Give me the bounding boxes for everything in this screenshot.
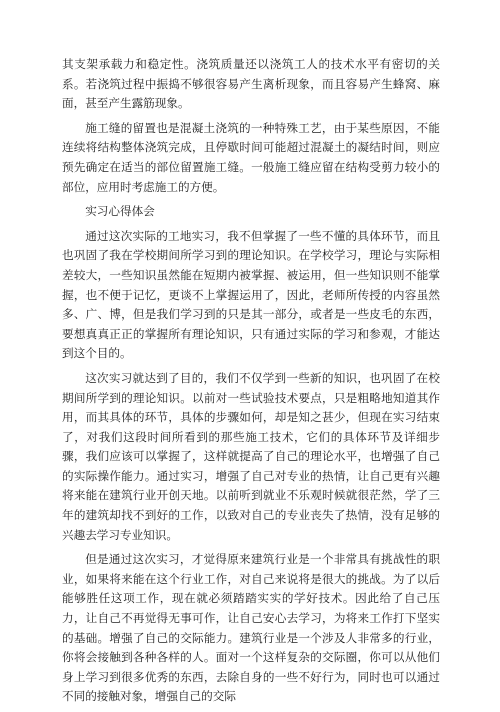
paragraph-internship-1: 通过这次实际的工地实习，我不但掌握了一些不懂的具体环节，而且也巩固了我在学校期间所学习到的理论知识。在学校学习，理论与实际相差较大，一些知识虽然能在短期内被掌握、被运用，但一些知识则不能掌握，也不便于记忆，更谈不上掌握运用了，因此，老师所传授的内容虽然多、广、博，但是我们学习到的只是其一部分，或者是一些皮毛的东西，要想真真正正的掌握所有理论知识，只有通过实际的学习和参观，才能达到这个目的。 — [62, 228, 440, 361]
paragraph-internship-2: 这次实习就达到了目的，我们不仅学到一些新的知识，也巩固了在校期间所学到的理论知识。以前对一些试验技术要点，只是粗略地知道其作用，而其具体的环节，具体的步骤如何，却是知之甚少，但现在实习结束了，对我们这段时间所看到的那些施工技术，它们的具体环节及详细步骤，我们应该可以掌握了，这样就提高了自己的理论水平，也增强了自己的实际操作能力。通过实习，增强了自己对专业的热情，让自己更有兴趣将来能在建筑行业开创天地。以前听到就业不乐观时候就很茫然，学了三年的建筑却找不到好的工作，以致对自己的专业丧失了热情，没有足够的兴趣去学习专业知识。 — [62, 370, 440, 542]
paragraph-continued: 其支架承载力和稳定性。浇筑质量还以浇筑工人的技术水平有密切的关系。若浇筑过程中振捣不够很容易产生离析现象，而且容易产生蜂窝、麻面，甚至产生露筋现象。 — [62, 57, 440, 111]
paragraph-construction-joint: 施工缝的留置也是混凝土浇筑的一种特殊工艺，由于某些原因，不能连续将结构整体浇筑完成，且停歇时间可能超过混凝土的凝结时间，则应预先确定在适当的部位留置施工缝。一般施工缝应留在结构受剪力较小的部位，应用时考虑施工的方便。 — [62, 120, 440, 194]
document-body — [62, 55, 440, 712]
section-heading: 实习心得体会 — [85, 204, 155, 219]
paragraph-internship-3: 但是通过这次实习，才觉得原来建筑行业是一个非常具有挑战性的职业，如果将来能在这个行业工作，对自己来说将是很大的挑战。为了以后能够胜任这项工作，现在就必须踏踏实实的学好技术。因此给了自己压力，让自己不再觉得无事可作，让自己安心去学习，为将来工作打下坚实的基础。增强了自己的交际能力。建筑行业是一个涉及人非常多的行业，你将会接触到各种各样的人。面对一个这样复杂的交际圈，你可以从他们身上学习到很多优秀的东西，去除自身的一些不好行为，同时也可以通过不同的接触对象，增强自己的交际 — [62, 552, 440, 704]
